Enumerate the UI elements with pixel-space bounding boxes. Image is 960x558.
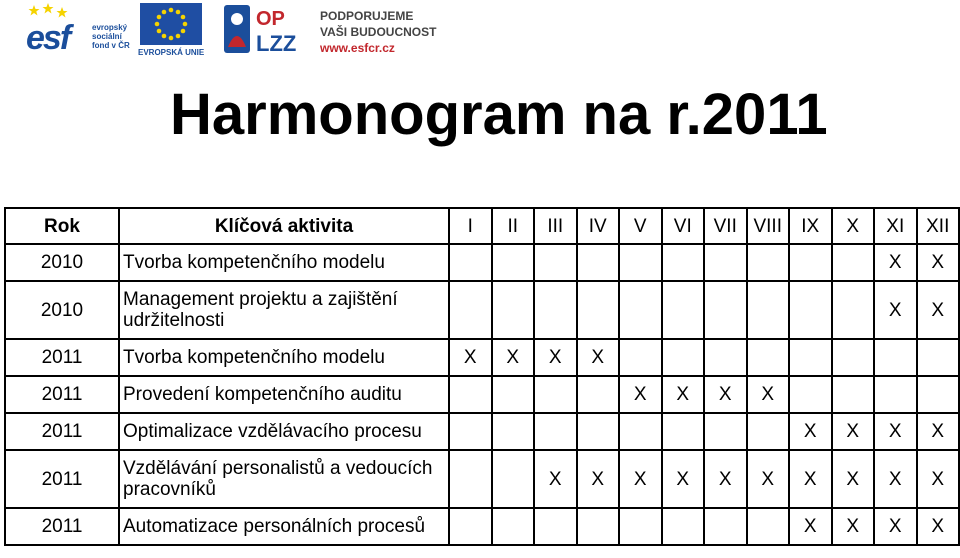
month-cell — [619, 413, 662, 450]
row-year: 2010 — [5, 281, 119, 339]
slogan — [320, 8, 436, 56]
month-cell: X — [534, 339, 577, 376]
month-cell — [449, 413, 492, 450]
row-year: 2010 — [5, 244, 119, 281]
month-cell — [747, 339, 790, 376]
month-cell: X — [747, 450, 790, 508]
month-cell — [662, 281, 705, 339]
month-cell — [874, 376, 917, 413]
month-cell: X — [832, 413, 875, 450]
month-cell — [577, 376, 620, 413]
month-cell — [449, 508, 492, 545]
row-year: 2011 — [5, 508, 119, 545]
column-header-month: VII — [704, 208, 747, 244]
column-header-month: V — [619, 208, 662, 244]
svg-text:LZZ: LZZ — [256, 31, 297, 56]
table-header-row — [5, 208, 959, 244]
row-activity: Optimalizace vzdělávacího procesu — [119, 413, 449, 450]
month-cell — [832, 281, 875, 339]
month-cell: X — [577, 339, 620, 376]
month-cell — [747, 413, 790, 450]
month-cell — [917, 376, 960, 413]
month-cell: X — [832, 450, 875, 508]
column-header-month: VIII — [747, 208, 790, 244]
month-cell — [789, 244, 832, 281]
month-cell: X — [619, 450, 662, 508]
month-cell — [704, 281, 747, 339]
month-cell — [492, 450, 535, 508]
table-row — [5, 376, 959, 413]
table-row — [5, 244, 959, 281]
month-cell — [577, 508, 620, 545]
eu-flag-icon — [140, 3, 202, 45]
month-cell: X — [874, 508, 917, 545]
row-year: 2011 — [5, 376, 119, 413]
month-cell: X — [874, 413, 917, 450]
month-cell: X — [704, 450, 747, 508]
column-header-month: XI — [874, 208, 917, 244]
row-activity: Vzdělávání personalistů a vedoucích pracovníků — [119, 450, 449, 508]
row-year: 2011 — [5, 413, 119, 450]
logo-bar — [0, 0, 960, 62]
month-cell — [534, 413, 577, 450]
month-cell: X — [662, 376, 705, 413]
month-cell — [577, 281, 620, 339]
month-cell: X — [619, 376, 662, 413]
month-cell: X — [832, 508, 875, 545]
esf-logo — [26, 3, 132, 57]
month-cell: X — [917, 508, 960, 545]
month-cell: X — [917, 244, 960, 281]
month-cell: X — [789, 508, 832, 545]
month-cell — [534, 244, 577, 281]
month-cell: X — [917, 413, 960, 450]
table-row — [5, 413, 959, 450]
month-cell: X — [534, 450, 577, 508]
table-row — [5, 508, 959, 545]
month-cell — [789, 376, 832, 413]
row-activity: Tvorba kompetenčního modelu — [119, 244, 449, 281]
month-cell — [534, 376, 577, 413]
table-row — [5, 450, 959, 508]
slogan-line: VAŠI BUDOUCNOST — [320, 25, 437, 39]
month-cell — [704, 508, 747, 545]
month-cell: X — [917, 281, 960, 339]
month-cell — [704, 244, 747, 281]
column-header-month: I — [449, 208, 492, 244]
month-cell — [704, 413, 747, 450]
month-cell: X — [874, 244, 917, 281]
month-cell: X — [449, 339, 492, 376]
month-cell: X — [662, 450, 705, 508]
month-cell — [662, 339, 705, 376]
slogan-line: PODPORUJEME — [320, 9, 414, 23]
column-header-activity: Klíčová aktivita — [119, 208, 449, 244]
month-cell: X — [874, 450, 917, 508]
month-cell: X — [789, 413, 832, 450]
esf-caption-line: evropský — [92, 23, 128, 32]
column-header-year: Rok — [5, 208, 119, 244]
eu-caption: EVROPSKÁ UNIE — [138, 48, 205, 57]
month-cell — [832, 376, 875, 413]
row-activity: Automatizace personálních procesů — [119, 508, 449, 545]
month-cell — [577, 413, 620, 450]
month-cell — [704, 339, 747, 376]
esf-caption — [92, 23, 130, 50]
month-cell — [577, 244, 620, 281]
month-cell: X — [492, 339, 535, 376]
esf-mark: esf — [26, 19, 70, 57]
slogan-web-link[interactable]: www.esfcr.cz — [320, 41, 395, 55]
op-lzz-logo — [222, 3, 302, 57]
month-cell — [492, 508, 535, 545]
month-cell — [832, 339, 875, 376]
month-cell: X — [577, 450, 620, 508]
eu-stars-icon — [140, 3, 202, 45]
column-header-month: XII — [917, 208, 960, 244]
month-cell — [662, 244, 705, 281]
eu-logo — [138, 3, 206, 57]
month-cell — [747, 281, 790, 339]
month-cell — [492, 413, 535, 450]
month-cell — [619, 244, 662, 281]
page-title: Harmonogram na r.2011 — [170, 82, 828, 147]
row-activity: Tvorba kompetenčního modelu — [119, 339, 449, 376]
month-cell — [747, 508, 790, 545]
month-cell — [619, 339, 662, 376]
month-cell — [832, 244, 875, 281]
column-header-month: X — [832, 208, 875, 244]
row-activity: Management projektu a zajištění udržitelnosti — [119, 281, 449, 339]
month-cell: X — [747, 376, 790, 413]
month-cell — [449, 450, 492, 508]
month-cell: X — [789, 450, 832, 508]
month-cell — [789, 281, 832, 339]
month-cell — [747, 244, 790, 281]
column-header-month: II — [492, 208, 535, 244]
month-cell — [534, 281, 577, 339]
svg-text:OP: OP — [256, 8, 285, 30]
month-cell — [917, 339, 960, 376]
month-cell — [619, 281, 662, 339]
month-cell: X — [874, 281, 917, 339]
column-header-month: IX — [789, 208, 832, 244]
row-year: 2011 — [5, 339, 119, 376]
month-cell — [619, 508, 662, 545]
month-cell — [449, 244, 492, 281]
month-cell: X — [917, 450, 960, 508]
esf-caption-line: fond v ČR — [92, 41, 130, 50]
row-activity: Provedení kompetenčního auditu — [119, 376, 449, 413]
esf-caption-line: sociální — [92, 32, 122, 41]
month-cell — [874, 339, 917, 376]
month-cell: X — [704, 376, 747, 413]
schedule-table — [4, 207, 960, 546]
column-header-month: III — [534, 208, 577, 244]
month-cell — [449, 281, 492, 339]
table-row — [5, 281, 959, 339]
month-cell — [534, 508, 577, 545]
month-cell — [449, 376, 492, 413]
column-header-month: IV — [577, 208, 620, 244]
column-header-month: VI — [662, 208, 705, 244]
month-cell — [662, 508, 705, 545]
month-cell — [492, 281, 535, 339]
month-cell — [662, 413, 705, 450]
row-year: 2011 — [5, 450, 119, 508]
month-cell — [492, 244, 535, 281]
month-cell — [492, 376, 535, 413]
month-cell — [789, 339, 832, 376]
table-row — [5, 339, 959, 376]
op-lzz-icon — [222, 3, 302, 57]
